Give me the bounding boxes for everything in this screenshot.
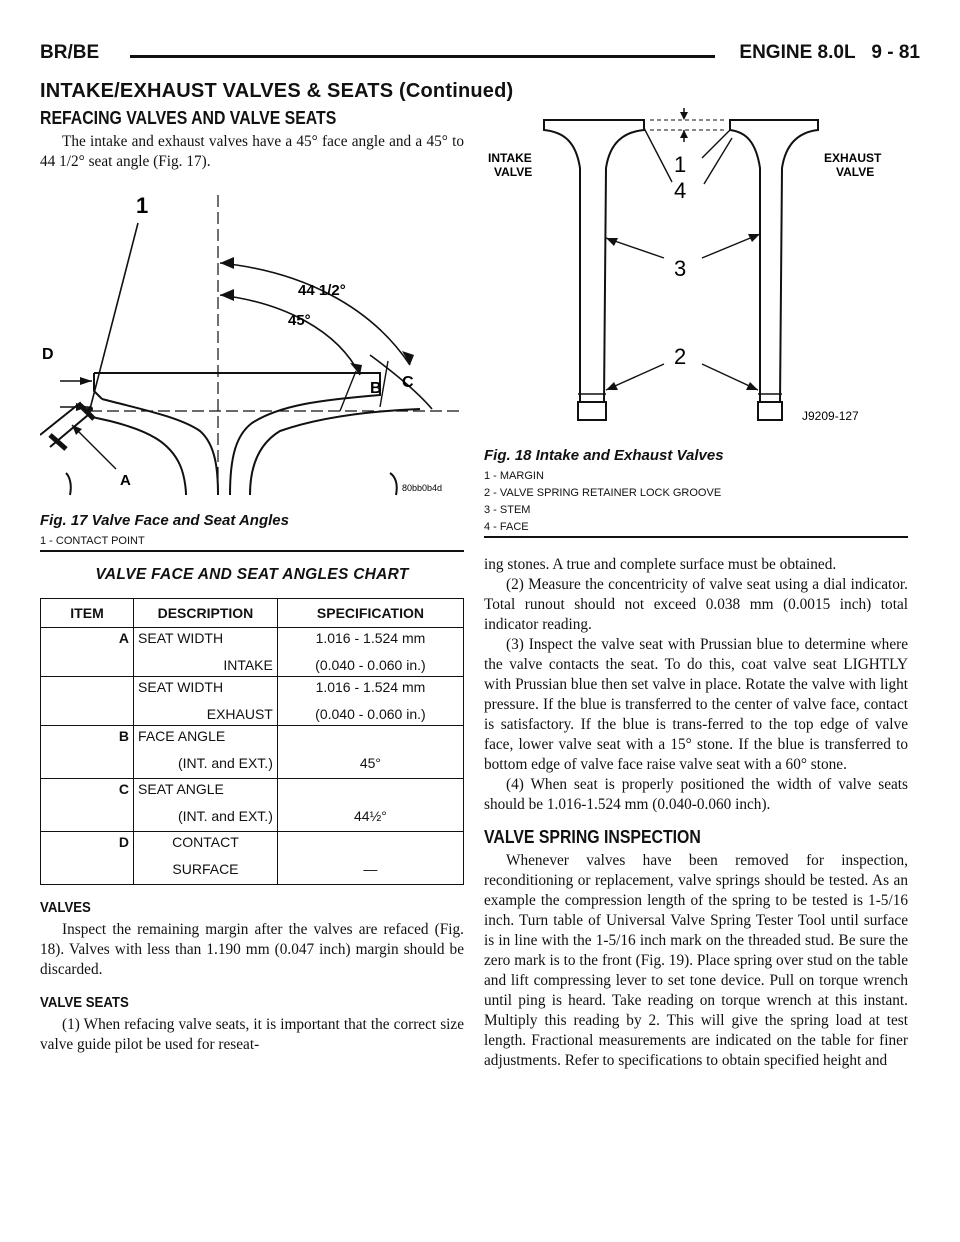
fig17-label-45: 45° [288,312,311,329]
fig17-label-d: D [42,346,54,363]
page-subtitle: INTAKE/EXHAUST VALVES & SEATS (Continued) [40,80,514,102]
cell-item [41,747,134,779]
valve-seats-heading: VALVE SEATS [40,993,129,1011]
left-column-intro [40,108,464,172]
header-rule [130,55,715,58]
header-section [739,42,920,64]
fig18-label-2: 2 [674,344,687,369]
valve-seat-diagram [40,195,464,503]
spring-inspection-heading: VALVE SPRING INSPECTION [484,827,701,847]
fig17-caption: Fig. 17 Valve Face and Seat Angles [40,512,289,529]
cell-spec: 1.016 - 1.524 mm [277,627,463,649]
cell-desc: CONTACT [134,831,278,853]
cell-spec [277,725,463,747]
cell-spec [277,778,463,800]
fig18-label-4: 4 [674,178,687,203]
cell-item [41,800,134,832]
fig18-legend-1: 1 - MARGIN [484,470,544,482]
cell-desc: SEAT ANGLE [134,778,278,800]
cell-spec: — [277,853,463,885]
th-specification: SPECIFICATION [277,598,463,627]
fig18-legend-3: 3 - STEM [484,504,531,516]
th-item: ITEM [41,598,134,627]
refacing-heading: REFACING VALVES AND VALVE SEATS [40,108,337,128]
intake-label-1: INTAKE [488,151,532,165]
spring-inspection-text: Whenever valves have been removed for inspection, reconditioning or replacement, valve springs should be tested. As an example the compression length of the spring to be tested is 1-5/16 inch. Turn table of Universal Valve Spring Tester Tool until surface is in line with the 1-5/16 inch mark on the threaded stud. Be sure the zero mark is to the front (Fig. 19). Place spring over stud on the table and lift compressing lever to set tone device. Pull on torque wrench until ping is heard. Take reading on torque wrench at this instant. Multiply this reading by 2. This will give the spring load at test length. Fractional measurements are indicated on the table for finer adjustments. Refer to specifications to obtain specified height and [484,852,908,1069]
fig17-code: 80bb0b4d [402,483,443,493]
table-row [41,649,464,677]
chart-title: VALVE FACE AND SEAT ANGLES CHART [95,565,409,583]
right-column-text [484,555,908,1071]
valve-seats-step-2: (2) Measure the concentricity of valve seat using a dial indicator. Total runout should not exceed 0.038 mm (0.0015 inch) total indicator reading. [484,576,908,633]
valves-text: Inspect the remaining margin after the valves are refaced (Fig. 18). Valves with less than 1.190 mm (0.047 inch) margin should be discarded. [40,920,464,978]
cell-desc: (INT. and EXT.) [134,747,278,779]
fig18-label-1: 1 [674,152,687,177]
cell-spec [277,831,463,853]
cell-desc: INTAKE [134,649,278,677]
table-row [41,725,464,747]
valve-seats-step-3: (3) Inspect the valve seat with Prussian blue to determine where the valve contacts the seat. To do this, coat valve seat LIGHTLY with Prussian blue then set valve in place. Rotate the valve with light pressure. If the blue is transferred to the center of valve face, contact is satisfactory. If the blue is trans-ferred to the top edge of valve face, lower valve seat with a 15° stone. If the blue is transferred to bottom edge of valve face raise valve seat with a 60° stone. [484,636,908,773]
fig18-legend-4: 4 - FACE [484,521,529,533]
cell-spec: 45° [277,747,463,779]
table-row [41,800,464,832]
cell-desc: (INT. and EXT.) [134,800,278,832]
fig18-legend-2: 2 - VALVE SPRING RETAINER LOCK GROOVE [484,487,722,499]
cell-item: A [41,627,134,649]
fig18-rule [484,536,908,538]
cell-item [41,676,134,698]
table-row [41,676,464,698]
cell-item: D [41,831,134,853]
cell-item: C [41,778,134,800]
cell-spec: (0.040 - 0.060 in.) [277,698,463,726]
header-model: BR/BE [40,42,100,63]
th-description: DESCRIPTION [134,598,278,627]
cell-item [41,649,134,677]
fig17-label-a: A [120,472,131,489]
exhaust-label-2: VALVE [836,165,875,179]
cell-desc: SEAT WIDTH [134,627,278,649]
intake-exhaust-valves-diagram [484,108,908,438]
fig17-rule [40,550,464,552]
cell-item [41,853,134,885]
fig17-label-b: B [370,380,382,397]
cell-desc: SEAT WIDTH [134,676,278,698]
fig18-code: J9209-127 [802,409,859,423]
fig18-label-3: 3 [674,256,687,281]
valve-seats-step-4: (4) When seat is properly positioned the width of valve seats should be 1.016-1.524 mm (0.040-0.060 inch). [484,776,908,813]
header-section-name: ENGINE 8.0L [739,42,856,63]
table-row [41,778,464,800]
cell-desc: FACE ANGLE [134,725,278,747]
intake-label-2: VALVE [494,165,533,179]
cell-spec: 44½° [277,800,463,832]
cell-desc: SURFACE [134,853,278,885]
cell-item: B [41,725,134,747]
refacing-text: The intake and exhaust valves have a 45° face angle and a 45° to 44 1/2° seat angle (Fig. 17). [40,133,464,170]
cell-desc: EXHAUST [134,698,278,726]
valves-heading: VALVES [40,898,91,916]
table-row [41,853,464,885]
fig17-label-1: 1 [136,195,149,218]
fig17-label-c: C [402,374,414,391]
cell-item [41,698,134,726]
valve-seats-step-1-cont: ing stones. A true and complete surface must be obtained. [484,556,837,573]
figure-18 [484,108,908,538]
header-page-number: 9 - 81 [871,42,920,63]
exhaust-label-1: EXHAUST [824,151,882,165]
valve-seats-step-1: (1) When refacing valve seats, it is important that the correct size valve guide pilot be used for reseat- [40,1015,464,1053]
cell-spec: 1.016 - 1.524 mm [277,676,463,698]
table-header-row [41,598,464,627]
page-header [40,42,920,72]
table-row [41,627,464,649]
table-row [41,698,464,726]
fig18-caption: Fig. 18 Intake and Exhaust Valves [484,447,724,464]
fig17-label-44-half: 44 1/2° [298,282,346,299]
cell-spec: (0.040 - 0.060 in.) [277,649,463,677]
valve-angles-table [40,598,464,885]
table-row [41,747,464,779]
fig17-legend-1: 1 - CONTACT POINT [40,535,145,547]
table-row [41,831,464,853]
figure-17 [40,195,464,1055]
